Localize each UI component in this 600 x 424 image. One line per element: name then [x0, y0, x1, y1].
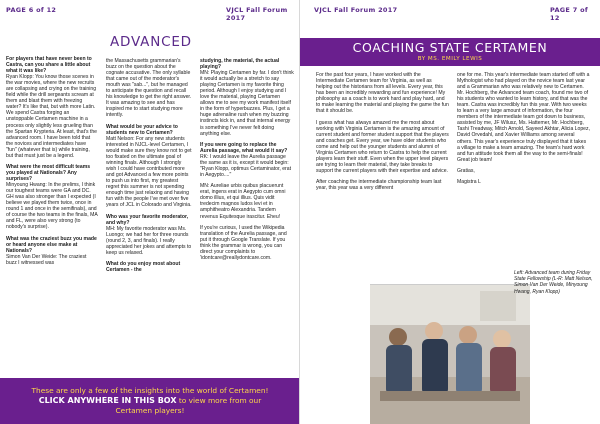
- article-column-2: [457, 72, 590, 190]
- question: What do you enjoy most about Certamen - the: [106, 261, 181, 274]
- answer: Ryan Klopp: You know those scenes in the war movies, where the new recruits are collapsing and crying on the training field while the drill sergeants scream at them and blast them with freezing water? It's like that, but with more Latin. We spend Castra forging an unstoppable Certamen machine in a process only slightly less grueling than the Spartan Krypteria. At least, that's the advanced room. I have been told that the novices and intermediates have "fun" (whatever that is) while training, but that must just be a legend.: [6, 74, 98, 159]
- banner-line-2: [39, 396, 262, 406]
- qa-block: [106, 214, 192, 256]
- answer: MN: Playing Certamen by far. I don't think it would actually be a stretch to say playing Certamen is my favorite thing period. Although I enjoy studying and I love the material, playing Certamen allows me to see my work manifest itself in the form of hyperbuzzes. Plus, I get a huge adrenaline rush when my buzzing instincts kick in, and that internal energy is something I've never felt doing anything else.: [200, 70, 294, 137]
- answer: Matt Nelson: For any new students interested in NJCL-level Certamen, I would make sure they know not to get too fixated on the ultimate goal of winning finals. Although I strongly wish I could have contributed more and got Advanced a few more points to push us into first, my greatest regret this summer is not spending enough time just relaxing and having fun with the people I've met over five years of JCL in Colorado and Virginia.: [106, 135, 192, 209]
- question: If you were going to replace the Aurelia passage, what would it say?: [200, 141, 288, 154]
- question: For players that have never been to Castra, can you share a little about what it was like?: [6, 56, 92, 75]
- team-photo-image: [370, 285, 530, 424]
- section-title: ADVANCED: [110, 34, 192, 50]
- qa-block: [106, 58, 192, 118]
- qa-block: [6, 236, 98, 266]
- photo-caption: Left: Advanced team during Friday State Fellowship (L-R: Matt Nelson, Simon Van Der Weide, Minyoung Hwang, Ryan Klopp): [514, 270, 593, 295]
- qa-block: [200, 142, 294, 178]
- paragraph: one for me. This year's intermediate team started off with a Mythologist who had played on the novice team last year and a Grammarian who was relatively new to Certamen. Mr. Hochberg, the Advanced team coach, found me two of his students who wanted to learn history, and that was the team. Castra was incredibly fun this year. With two weeks to learn a very large amount of information, the four members of the intermediate team got down to business, assisted by me, JF Wilusz, Ms. Hattemer, Mr. Hochberg, Tashi Treadway, Mitch Arnold, Sayeed Akhtar, Alicia Lopez, David Orvedahl, and Xavier Williams among several others. This year's experience truly displayed that it takes a village to make a team amazing. The team's hard work and fun attitude took them all the way to the semi-finals! Great job team!: [457, 72, 590, 163]
- question: studying, the material, the actual playing?: [200, 58, 280, 71]
- page-number: PAGE 6 of 12: [6, 6, 57, 14]
- qa-block: [200, 225, 294, 261]
- answer: MN: Aureliae urbis quibus placuerunt erat, ingens erat in Aegypto cum omni domo illius, et qui illius. Quis vidit tredecim magnos ludos levi et in amphitheatro Alexandria. Tandem revenus Equitesque irascitur. Eheu!: [200, 183, 286, 220]
- qa-block: [106, 261, 192, 273]
- paragraph: I guess what has always amazed me the most about working with Virginia Certamen is the amazing amount of current student and former student support that the players and coaches get. Every year, we have older students who come and help out the younger students and alumni of Virginia Certamen who return to Castra to help the current players learn their stuff. Even when the upper level players are trying to learn their material, they take breaks to support the current players with their expertise and advice.: [316, 119, 449, 174]
- qa-block: [6, 164, 98, 231]
- question: What was the craziest buzz you made or heard anyone else make at Nationals?: [6, 235, 97, 254]
- right-page: [300, 0, 600, 424]
- answer: Simon Van Der Weide: The craziest buzz I witnessed was: [6, 253, 87, 266]
- newsletter-header: VJCL Fall Forum 2017: [314, 6, 398, 14]
- qa-block: [106, 124, 192, 209]
- answer: Minyoung Hwang: In the prelims, I think our toughest teams were GA and DC. GH was also stronger than I expected (I believe we played them twice, once in round 1 and once in the semifinals), and of course the two teams in the finals, MA and FL, were also very strong (to nobody's surprise).: [6, 182, 98, 231]
- team-photo: [370, 284, 530, 424]
- qa-block: [200, 183, 294, 219]
- banner-line-3: Certamen players!: [115, 406, 185, 415]
- question: What were the most difficult teams you played at Nationals? Any surprises?: [6, 163, 91, 183]
- banner-cta[interactable]: CLICK ANYWHERE IN THIS BOX: [38, 396, 177, 405]
- banner-line-1: These are only a few of the insights into the world of Certamen!: [31, 386, 269, 395]
- interview-column-1: [6, 56, 98, 271]
- answer: the Massachusetts grammarian's buzz on the question about the cognate accusative. The only syllable that came out of the moderator's mouth was "sab...", but he managed to anticipate the question and recall his knowledge to get the right answer. It was amazing to see and has inspired me to start studying more intently.: [106, 58, 192, 119]
- interview-column-2: [106, 58, 192, 278]
- sign-off: Gratias,: [457, 167, 475, 174]
- qa-block: [200, 58, 294, 137]
- answer: RK: I would leave the Aurelia passage the same as it is, except it would begin: "Ryan Klopp, optimus Certaminator, erat in Aegypto....": [200, 153, 291, 179]
- qa-block: [6, 56, 98, 159]
- answer: MH: My favorite moderator was Ms. Luongo; we had her for three rounds (round 2, 3, and finals). I really appreciated her jokes and attempts to keep us relaxed.: [106, 225, 192, 256]
- newsletter-header: VJCL Fall Forum 2017: [226, 6, 288, 22]
- paragraph: After coaching the intermediate championship team last year, this year was a very different: [316, 179, 442, 192]
- interview-column-3: [200, 58, 294, 266]
- question: What would be your advice to students new to Certamen?: [106, 123, 178, 136]
- section-title: COACHING STATE CERTAMEN: [352, 40, 548, 55]
- signature-name: Magistra L: [457, 179, 481, 186]
- question: Who was your favorite moderator, and why?: [106, 213, 189, 226]
- more-insights-link-banner[interactable]: [0, 378, 300, 424]
- banner-cta-rest: to view more from our: [176, 396, 262, 405]
- page-number: PAGE 7 of 12: [550, 6, 589, 22]
- paragraph: For the past four years, I have worked with the Intermediate Certamen team for Virginia, as well as helping out the historians from all levels. Every year, this has been an incredibly rewarding and fun experience! My philosophy as a coach is to work hard and play hard, and to make learning the material and playing the game the fun that it should be.: [316, 72, 449, 115]
- article-column-1: [316, 72, 449, 196]
- byline: BY MS. EMILY LEWIS: [417, 56, 483, 62]
- answer: If you're curious, I used the Wikipedia translation of the Aurelia passage, and put it through Google Translate. If you think the grammar is wrong, you can direct your complaints to 'idontcare@reallydontcare.com.: [200, 224, 287, 261]
